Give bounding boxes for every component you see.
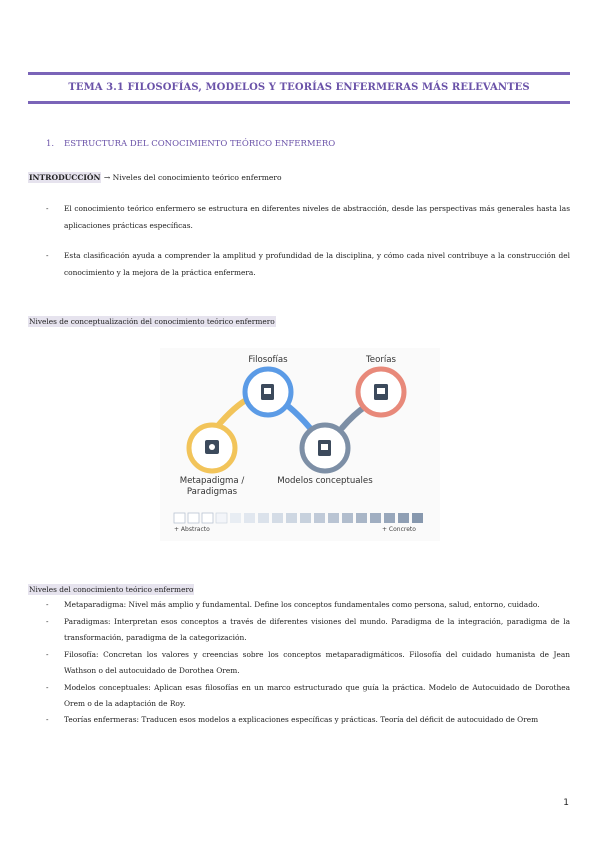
teorias-label: Teorías: [366, 355, 396, 365]
list-dash: -: [46, 600, 49, 609]
top-rule: [28, 72, 570, 75]
abstraction-scale: [174, 513, 423, 523]
section-heading: [46, 139, 335, 149]
list-text: Filosofía: Concretan los valores y creencias sobre los conceptos metaparadigmáticos. Filosofía del cuidado humanista de Jean Wathson o del autocuidado de Dorothea Orem.: [64, 649, 570, 675]
metaparadigma-label-line2: Paradigmas: [186, 487, 238, 497]
connector-filosofias: [288, 406, 310, 428]
page-title: TEMA 3.1 FILOSOFÍAS, MODELOS Y TEORÍAS ENFERMERAS MÁS RELEVANTES: [68, 82, 530, 93]
modelos-node: [302, 425, 348, 471]
intro-label: INTRODUCCIÓN: [29, 173, 101, 182]
list-item: [46, 680, 570, 712]
bullet-text: Esta clasificación ayuda a comprender la amplitud y profundidad de la disciplina, y cómo cada nivel contribuye a la construcción del conocimiento y la mejora de la práctica enfermera.: [64, 251, 570, 277]
bullet-paragraph-2: [46, 248, 570, 281]
list-item: [46, 647, 570, 679]
bottom-rule: [28, 101, 570, 104]
section-title: ESTRUCTURA DEL CONOCIMIENTO TEÓRICO ENFERMERO: [64, 139, 336, 149]
levels-list: [46, 597, 570, 729]
list-text: Paradigmas: Interpretan esos conceptos a través de diferentes visiones del mundo. Paradigma de la integración, paradigma de la transformación, paradigma de la categorización.: [64, 616, 570, 642]
list-text: Metaparadigma: Nivel más amplio y fundamental. Define los conceptos fundamentales como persona, salud, entorno, cuidado.: [64, 600, 540, 609]
scale-right-label: + Concreto: [382, 526, 416, 533]
filosofias-label: Filosofías: [248, 355, 288, 365]
levels-heading: Niveles del conocimiento teórico enfermero: [29, 585, 194, 594]
metaparadigma-node: [189, 425, 235, 471]
metaparadigma-label-line1: Metapadigma /: [179, 476, 245, 486]
scale-left-label: + Abstracto: [174, 526, 210, 533]
bullet-dash: -: [46, 204, 49, 213]
figure-heading: Niveles de conceptualización del conocimiento teórico enfermero: [29, 317, 275, 326]
teorias-node: [358, 369, 404, 415]
list-dash: -: [46, 616, 49, 626]
levels-diagram: [160, 348, 440, 541]
list-dash: -: [46, 649, 49, 659]
list-text: Teorías enfermeras: Traducen esos modelos a explicaciones específicas y prácticas. Teoría del déficit de autocuidado de Orem: [64, 715, 539, 725]
metaparadigma-label: [162, 476, 262, 498]
intro-text: → Niveles del conocimiento teórico enfermero: [101, 173, 282, 182]
filosofias-node: [245, 369, 291, 415]
section-number: 1.: [46, 139, 55, 149]
list-item: [46, 597, 570, 613]
page-number: 1: [563, 798, 569, 808]
bullet-text: El conocimiento teórico enfermero se estructura en diferentes niveles de abstracción, desde las perspectivas más generales hasta las aplicaciones prácticas específicas.: [64, 204, 570, 230]
modelos-label: Modelos conceptuales: [277, 476, 373, 486]
bullet-dash: -: [46, 251, 49, 260]
diagram-graphic: [160, 348, 440, 541]
list-item: [46, 614, 570, 646]
list-dash: -: [46, 715, 49, 725]
list-dash: -: [46, 682, 49, 692]
intro-line: [28, 173, 282, 182]
list-text: Modelos conceptuales: Aplican esas filosofías en un marco estructurado que guía la práctica. Modelo de Autocuidado de Dorothea Orem o de la adaptación de Roy.: [64, 682, 570, 708]
list-item: [46, 712, 570, 728]
bullet-paragraph-1: [46, 201, 570, 234]
